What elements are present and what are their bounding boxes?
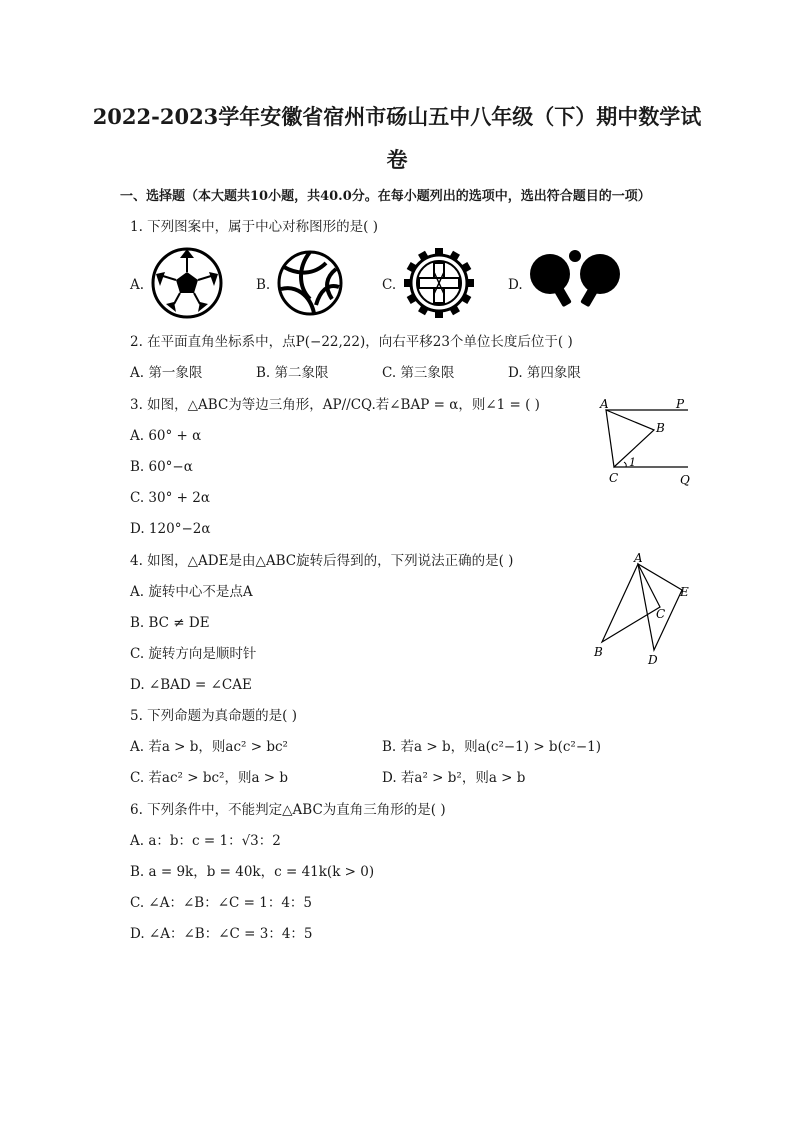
q3-label-b: B	[656, 421, 665, 435]
q4-label-c: C	[656, 607, 666, 621]
q4-option-a: A. 旋转中心不是点A	[130, 584, 253, 600]
q4-option-d: D. ∠BAD = ∠CAE	[130, 677, 252, 693]
q4-option-b: B. BC ≠ DE	[130, 615, 210, 631]
q3-option-d: D. 120°−2α	[130, 521, 211, 537]
q6-option-a: A. a：b：c = 1：√3：2	[130, 833, 281, 849]
q2-option-c: C. 第三象限	[382, 365, 455, 381]
ping-pong-paddles-icon	[528, 248, 624, 312]
q5-option-b: B. 若a > b，则a(c²−1) > b(c²−1)	[382, 739, 601, 755]
q5-option-d: D. 若a² > b²，则a > b	[382, 770, 526, 786]
q3-option-b: B. 60°−α	[130, 459, 193, 475]
question-5-stem: 5. 下列命题为真命题的是( )	[130, 708, 297, 724]
exam-title-line1: 2022-2023学年安徽省宿州市砀山五中八年级（下）期中数学试	[92, 104, 702, 129]
q2-option-d: D. 第四象限	[508, 365, 581, 381]
q4-label-a: A	[634, 552, 643, 565]
question-6-stem: 6. 下列条件中，不能判定△ABC为直角三角形的是( )	[130, 802, 446, 818]
q3-label-1: 1	[629, 456, 636, 469]
q2-option-a: A. 第一象限	[130, 365, 203, 381]
q3-option-c: C. 30° + 2α	[130, 490, 210, 506]
q4-option-c: C. 旋转方向是顺时针	[130, 646, 257, 662]
q3-label-p: P	[676, 397, 685, 411]
soccer-ball-icon	[150, 246, 224, 320]
question-1-stem: 1. 下列图案中，属于中心对称图形的是( )	[130, 219, 378, 235]
q4-figure-rotation	[588, 552, 698, 668]
section-heading: 一、选择题（本大题共10小题，共40.0分。在每小题列出的选项中，选出符合题目的一项）	[120, 189, 651, 204]
q3-label-q: Q	[680, 473, 690, 487]
question-4-stem: 4. 如图，△ADE是由△ABC旋转后得到的，下列说法正确的是( )	[130, 553, 514, 569]
q6-option-c: C. ∠A：∠B：∠C = 1：4：5	[130, 895, 313, 911]
q2-option-b: B. 第二象限	[256, 365, 329, 381]
q1-option-b-label: B.	[256, 277, 271, 293]
gear-wheel-icon	[402, 246, 476, 320]
q3-label-c: C	[609, 471, 619, 485]
q3-figure-triangle	[596, 396, 706, 488]
volleyball-icon	[276, 249, 344, 317]
q1-option-c-label: C.	[382, 277, 397, 293]
question-3-stem: 3. 如图，△ABC为等边三角形，AP//CQ.若∠BAP = α，则∠1 = ( )	[130, 397, 540, 413]
q1-option-d-label: D.	[508, 277, 523, 293]
question-2-stem: 2. 在平面直角坐标系中，点P(−22,22)，向右平移23个单位长度后位于( )	[130, 334, 573, 350]
q3-option-a: A. 60° + α	[130, 428, 202, 444]
q4-label-e: E	[680, 585, 689, 599]
q1-option-a-label: A.	[130, 277, 145, 293]
q5-option-a: A. 若a > b，则ac² > bc²	[130, 739, 288, 755]
q4-label-b: B	[594, 645, 603, 659]
q4-label-d: D	[648, 653, 658, 667]
q3-label-a: A	[600, 397, 609, 411]
q5-option-c: C. 若ac² > bc²，则a > b	[130, 770, 289, 786]
exam-title-line2: 卷	[386, 147, 408, 172]
q6-option-b: B. a = 9k，b = 40k，c = 41k(k > 0)	[130, 864, 375, 880]
q6-option-d: D. ∠A：∠B：∠C = 3：4：5	[130, 926, 313, 942]
